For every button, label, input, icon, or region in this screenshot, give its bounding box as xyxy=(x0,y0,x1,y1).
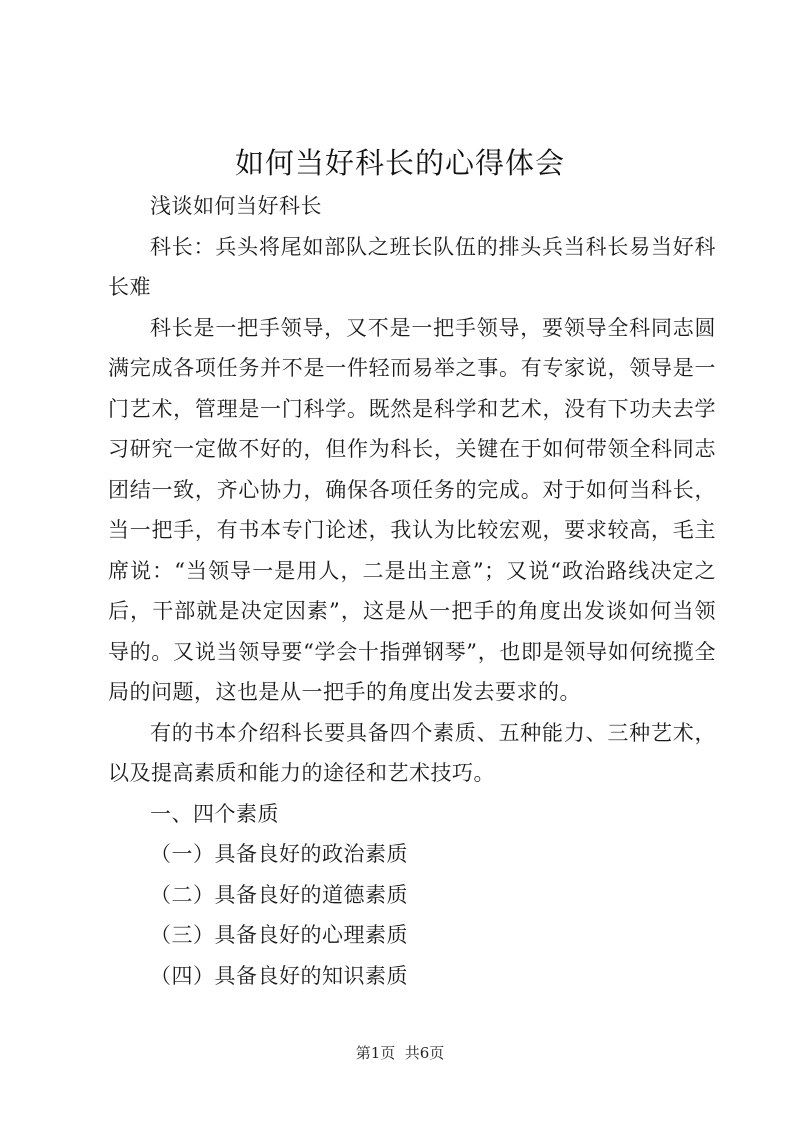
paragraph-main: 科长是一把手领导，又不是一把手领导，要领导全科同志圆满完成各项任务并不是一件轻而易举之事。有专家说，领导是一门艺术，管理是一门科学。既然是科学和艺术，没有下功夫去学习研究一定做不好的，但作为科长，关键在于如何带领全科同志团结一致，齐心协力，确保各项任务的完成。对于如何当科长，当一把手，有书本专门论述，我认为比较宏观，要求较高，毛主席说：“当领导一是用人，二是出主意”；又说“政治路线决定之后，干部就是决定因素”，这是从一把手的角度出发谈如何当领导的。又说当领导要“学会十指弹钢琴”，也即是领导如何统揽全局的问题，这也是从一把手的角度出发去要求的。 xyxy=(108,315,716,704)
list-item: （一）具备良好的政治素质 xyxy=(150,842,408,866)
page-footer: 第1页 共6页 xyxy=(355,1044,445,1062)
paragraph-definition: 科长：兵头将尾如部队之班长队伍的排头兵当科长易当好科长难 xyxy=(108,234,716,299)
section-heading: 一、四个素质 xyxy=(150,801,279,826)
list-item: （四）具备良好的知识素质 xyxy=(150,963,408,988)
document-body xyxy=(108,186,716,996)
list-item: （二）具备良好的道德素质 xyxy=(150,882,408,907)
paragraph-subtitle: 浅谈如何当好科长 xyxy=(150,194,322,218)
paragraph-books: 有的书本介绍科长要具备四个素质、五种能力、三种艺术，以及提高素质和能力的途径和艺术技巧。 xyxy=(108,720,716,785)
list-item: （三）具备良好的心理素质 xyxy=(150,923,408,947)
document-title: 如何当好科长的心得体会 xyxy=(234,146,565,180)
